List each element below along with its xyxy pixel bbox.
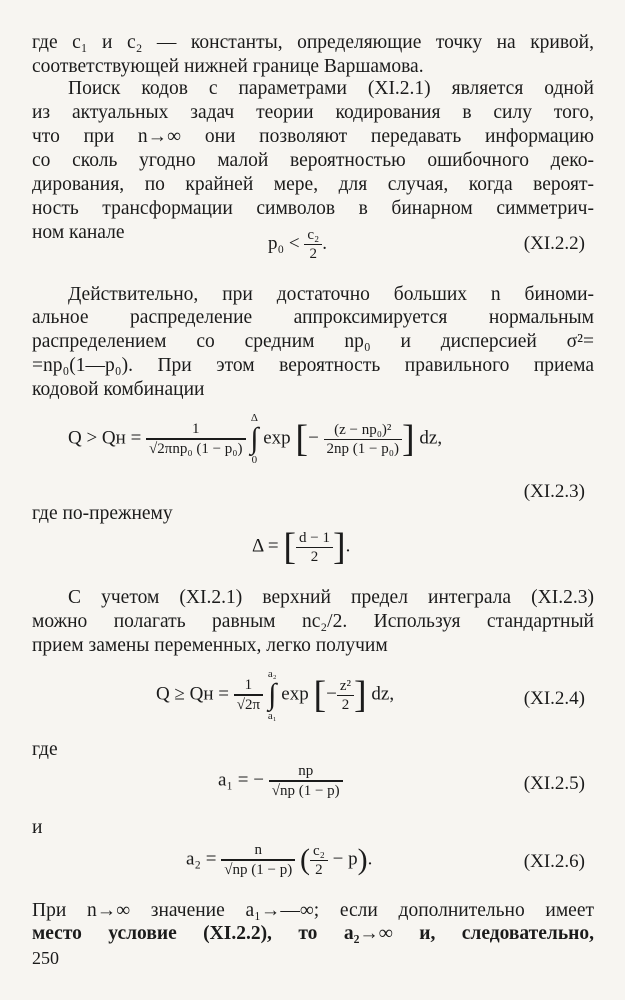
eq-lhs: a₂ =: [186, 848, 217, 870]
page-number: 250: [32, 948, 59, 968]
text-line: где: [32, 739, 58, 760]
text-line: можно полагать равным nc₂/2. Используя стандартный: [32, 611, 594, 632]
equation-label: (XI.2.3): [523, 481, 585, 502]
text-line: кодовой комбинации: [32, 379, 205, 400]
text-line: со сколь угодно малой вероятностью ошибочного деко-: [32, 150, 594, 171]
eq-lhs: Q ≥ Qн =: [156, 683, 230, 705]
equation-xi-2-6: a₂ = $\frac{n}{√np (1 - p)}$ ( $\frac{\text{c₂}}{2}$ − p).: [186, 842, 373, 878]
text-line: где c₁ и c₂ — константы, определяющие точку на кривой,: [32, 32, 594, 53]
equation-xi-2-5: [218, 762, 343, 800]
equation-label: (XI.2.5): [523, 773, 585, 794]
fraction: $\frac{d - 1}{2}$: [296, 529, 333, 566]
integral-sign: Δ ∫ 0: [250, 412, 259, 466]
eq-lhs: p₀ <: [268, 232, 300, 254]
eq-lhs: Q > Qн =: [68, 427, 142, 449]
text-line: где по-прежнему: [32, 503, 173, 524]
text-line: из актуальных задач теории кодирования в силу того,: [32, 102, 594, 123]
text-line: С учетом (XI.2.1) верхний предел интеграла (XI.2.3): [68, 587, 594, 608]
equation-xi-2-3: Q > Qн = $\frac{1}{\text{√2πnp₀ (1 − p₀)}}$ Δ ∫ 0 exp [− $\frac{\text{(z − np₀)²}}{\text{2np (1 − p₀)}}$ ] dz,: [68, 412, 443, 466]
integral-sign: a₂ ∫ a₁: [267, 668, 277, 722]
text-line: и: [32, 817, 43, 838]
equation-delta: Δ = [ $\frac{d - 1}{2}$ ].: [252, 526, 351, 568]
fraction: $\frac{n}{√np (1 - p)}$: [221, 841, 295, 879]
text-line: ном канале: [32, 222, 125, 243]
text-line: =np₀(1—p₀). При этом вероятность правильного приема: [32, 355, 594, 376]
fraction: $\frac{1}{\text{√2πnp₀ (1 − p₀)}}$: [146, 420, 245, 458]
text-line: прием замены переменных, легко получим: [32, 635, 388, 656]
equation-label: (XI.2.4): [523, 688, 585, 709]
fraction: $\frac{np}{√np (1 - p)}$: [269, 762, 343, 800]
equation-xi-2-4: Q ≥ Qн = $\frac{1}{√2\pi}$ a₂ ∫ a₁ exp [− $\frac{\text{z²}}{2}$ ] dz,: [156, 668, 395, 722]
fraction: $\frac{\text{z²}}{2}$: [337, 677, 354, 714]
text-line: Поиск кодов с параметрами (XI.2.1) является одной: [68, 78, 594, 99]
fraction: $\frac{\text{c₂}}{2}$: [304, 226, 322, 263]
equation-xi-2-2: p₀ < $\frac{\text{c₂}}{2}$ .: [268, 227, 327, 262]
eq-lhs: Δ =: [252, 535, 279, 557]
text-line: что при n→∞ они позволяют передавать информацию: [32, 126, 594, 147]
text-line: Действительно, при достаточно больших n биноми-: [68, 284, 594, 305]
fraction: $\frac{\text{(z − np₀)²}}{\text{2np (1 − p₀)}}$: [324, 421, 402, 458]
text-line: соответствующей нижней границе Варшамова.: [32, 56, 424, 77]
text-line: место условие (XI.2.2), то a₂→∞ и, следовательно,: [32, 923, 594, 944]
text-line: ность трансформации символов в бинарном симметрич-: [32, 198, 594, 219]
equation-label: (XI.2.2): [523, 233, 585, 254]
fraction: $\frac{\text{c₂}}{2}$: [310, 842, 328, 879]
text-line: альное распределение аппроксимируется нормальным: [32, 307, 594, 328]
text-line: распределением со средним np₀ и дисперсией σ²=: [32, 331, 594, 352]
equation-label: (XI.2.6): [523, 851, 585, 872]
fraction: $\frac{1}{√2\pi}$: [234, 676, 263, 714]
text-line: дирования, по крайней мере, для случая, когда вероят-: [32, 174, 594, 195]
eq-lhs: a₁ = −: [218, 769, 264, 791]
text-line: При n→∞ значение a₁→—∞; если дополнительно имеет: [32, 900, 594, 921]
